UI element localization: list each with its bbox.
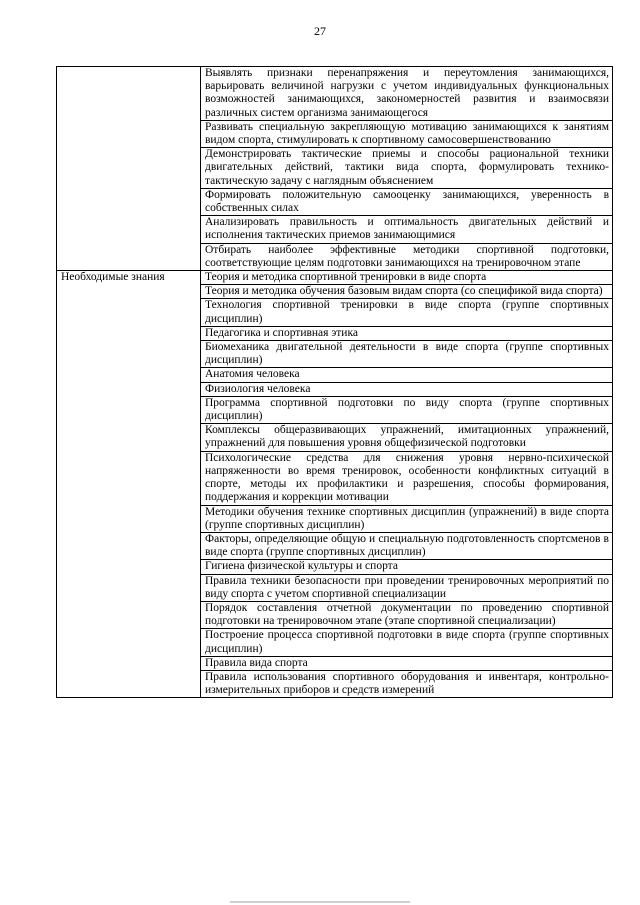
scan-edge-mark — [230, 901, 410, 903]
skill-item: Развивать специальную закрепляющую мотивацию занимающихся к занятиям видом спорта, стимулировать к спортивному самосовершенствованию — [201, 120, 613, 147]
knowledge-item: Анатомия человека — [201, 368, 613, 382]
skill-item: Отбирать наиболее эффективные методики спортивной подготовки, соответствующие целям подготовки занимающихся на тренировочном этапе — [201, 243, 613, 270]
knowledge-item: Теория и методика спортивной тренировки в виде спорта — [201, 271, 613, 285]
knowledge-item: Комплексы общеразвивающих упражнений, имитационных упражнений, упражнений для повышения уровня общефизической подготовки — [201, 424, 613, 451]
skill-item: Выявлять признаки перенапряжения и переутомления занимающихся, варьировать величиной нагрузки с учетом индивидуальных функциональных возможностей занимающихся, закономерностей развития и взаимосвязи различных систем организма занимающегося — [201, 67, 613, 121]
knowledge-item: Психологические средства для снижения уровня нервно-психической напряженности во время тренировок, особенности конфликтных ситуаций в спорте, методы их профилактики и разрешения, способы формирования, поддержания и коррекции мотивации — [201, 451, 613, 505]
knowledge-item: Физиология человека — [201, 382, 613, 396]
page-number: 27 — [314, 24, 326, 38]
skills-label-cell — [57, 67, 201, 271]
knowledge-item: Программа спортивной подготовки по виду спорта (группе спортивных дисциплин) — [201, 396, 613, 423]
knowledge-label-cell: Необходимые знания — [57, 271, 201, 698]
knowledge-item: Педагогика и спортивная этика — [201, 326, 613, 340]
knowledge-item: Факторы, определяющие общую и специальную подготовленность спортсменов в виде спорта (группе спортивных дисциплин) — [201, 532, 613, 559]
knowledge-item: Гигиена физической культуры и спорта — [201, 560, 613, 574]
knowledge-item: Построение процесса спортивной подготовки в виде спорта (группе спортивных дисциплин) — [201, 629, 613, 656]
skill-item: Формировать положительную самооценку занимающихся, уверенность в собственных силах — [201, 188, 613, 215]
skill-item: Демонстрировать тактические приемы и способы рациональной техники двигательных действий, тактики вида спорта, формулировать технико-тактическую задачу с наглядным объяснением — [201, 148, 613, 189]
requirements-table — [56, 66, 613, 698]
knowledge-item: Технология спортивной тренировки в виде спорта (группе спортивных дисциплин) — [201, 299, 613, 326]
skills-row — [57, 67, 613, 121]
knowledge-item: Порядок составления отчетной документации по проведению спортивной подготовки на тренировочном этапе (этапе спортивной специализации) — [201, 601, 613, 628]
knowledge-row — [57, 271, 613, 285]
knowledge-item: Правила вида спорта — [201, 656, 613, 670]
knowledge-item: Правила использования спортивного оборудования и инвентаря, контрольно-измерительных приборов и средств измерений — [201, 670, 613, 697]
knowledge-item: Теория и методика обучения базовым видам спорта (со спецификой вида спорта) — [201, 285, 613, 299]
skill-item: Анализировать правильность и оптимальность двигательных действий и исполнения тактических приемов занимающимися — [201, 216, 613, 243]
knowledge-item: Методики обучения технике спортивных дисциплин (упражнений) в виде спорта (группе спортивных дисциплин) — [201, 505, 613, 532]
knowledge-item: Правила техники безопасности при проведении тренировочных мероприятий по виду спорта с учетом спортивной специализации — [201, 574, 613, 601]
knowledge-item: Биомеханика двигательной деятельности в виде спорта (группе спортивных дисциплин) — [201, 341, 613, 368]
requirements-table-body — [57, 67, 613, 698]
